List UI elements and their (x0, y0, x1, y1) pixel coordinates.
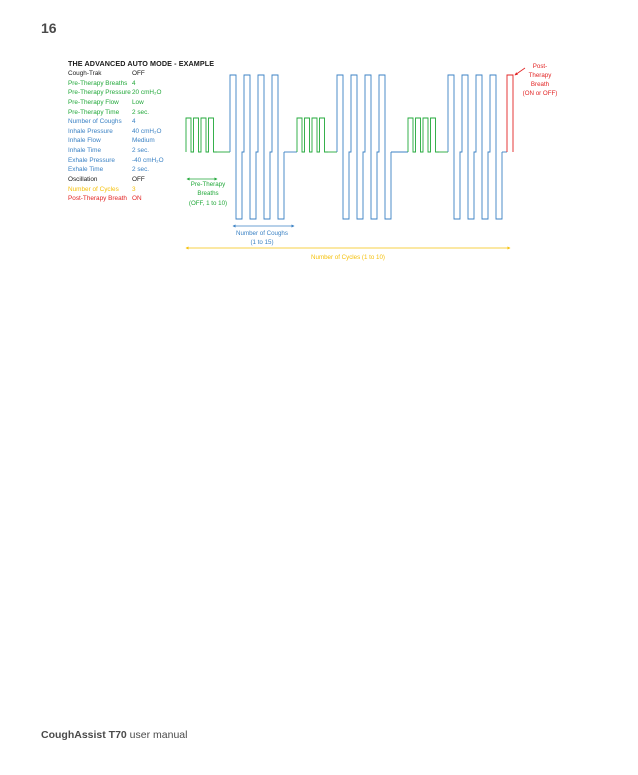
post-therapy-label-line2: Therapy (528, 72, 552, 79)
setting-label: Post-Therapy Breath (68, 195, 127, 203)
setting-label: Inhale Pressure (68, 127, 113, 135)
setting-label: Number of Coughs (68, 118, 122, 126)
post-therapy-trace (507, 75, 513, 152)
setting-value: 20 cmH₂O (132, 89, 162, 97)
pre-therapy-label-line3: (OFF, 1 to 10) (188, 200, 228, 207)
footer-suffix: user manual (126, 729, 188, 741)
coughs-label-line2: (1 to 15) (250, 239, 274, 246)
page-number: 16 (41, 20, 57, 36)
cough-trace-3 (448, 75, 502, 219)
cough-trace-1 (230, 75, 284, 219)
setting-value: 4 (132, 118, 136, 126)
setting-value: 3 (132, 185, 136, 193)
setting-label: Cough-Trak (68, 70, 102, 77)
setting-value: ON (132, 195, 142, 203)
setting-label: Pre-Therapy Flow (68, 98, 119, 106)
setting-label: Pre-Therapy Pressure (68, 89, 131, 97)
setting-label: Inhale Time (68, 147, 102, 155)
footer-brand: CoughAssist T70 (41, 729, 127, 741)
section-title: THE ADVANCED AUTO MODE - EXAMPLE (68, 59, 215, 68)
cycles-label: Number of Cycles (1 to 10) (311, 254, 385, 261)
post-therapy-label-line3: Breath (530, 81, 550, 88)
pre-therapy-trace-3 (408, 118, 439, 152)
pre-therapy-trace-2 (297, 118, 328, 152)
post-therapy-label-line4: (ON or OFF) (522, 90, 558, 97)
setting-value: 2 sec. (132, 166, 150, 174)
setting-value: OFF (132, 176, 145, 184)
setting-value: OFF (132, 70, 145, 77)
setting-value: 40 cmH₂O (132, 127, 162, 135)
setting-value: 2 sec. (132, 147, 150, 155)
setting-label: Inhale Flow (68, 137, 101, 145)
setting-label: Number of Cycles (68, 185, 119, 193)
post-therapy-arrow (515, 68, 525, 75)
waveform-traces (186, 75, 513, 219)
setting-label: Pre-Therapy Breaths (68, 79, 128, 87)
setting-label: Exhale Pressure (68, 156, 115, 164)
setting-value: Low (132, 98, 144, 106)
pre-therapy-trace-1 (186, 118, 217, 152)
post-therapy-label-line1: Post- (532, 63, 548, 70)
setting-label: Oscillation (68, 176, 98, 184)
cough-trace-2 (337, 75, 391, 219)
setting-label: Exhale Time (68, 166, 104, 174)
setting-value: Medium (132, 137, 155, 145)
pre-therapy-label-line2: Breaths (197, 190, 219, 197)
waveform-diagram (0, 0, 638, 300)
setting-value: 4 (132, 79, 136, 87)
setting-label: Pre-Therapy Time (68, 108, 120, 116)
coughs-label-line1: Number of Coughs (236, 230, 288, 237)
pre-therapy-label-line1: Pre-Therapy (190, 181, 226, 188)
setting-value: 2 sec. (132, 108, 150, 116)
footer (41, 729, 187, 741)
setting-value: -40 cmH₂O (132, 156, 164, 164)
